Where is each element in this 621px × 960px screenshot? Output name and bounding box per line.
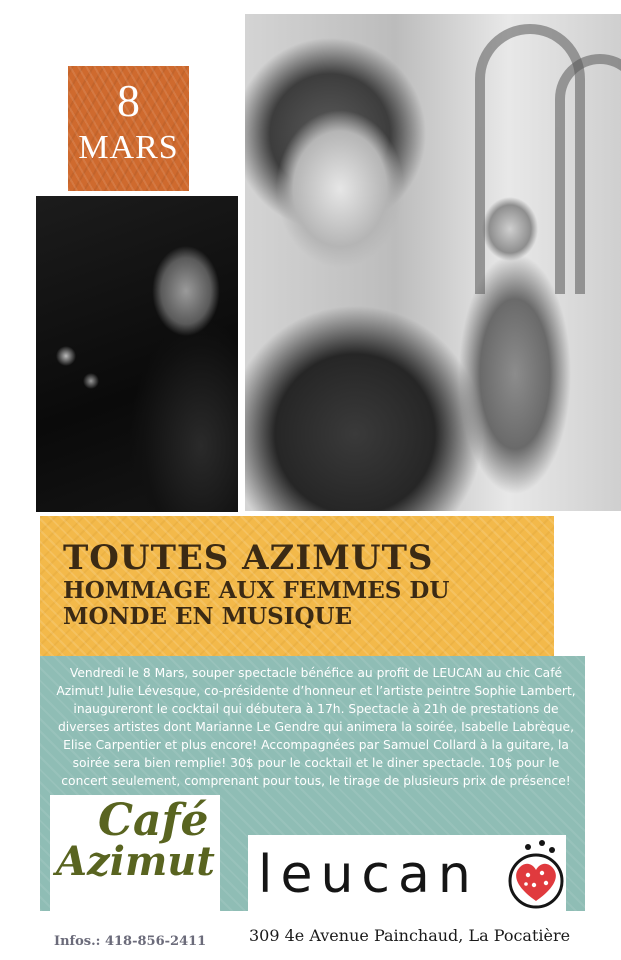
cafe-logo-word-azimut: Azimut bbox=[56, 838, 215, 885]
event-subtitle-line2: MONDE EN MUSIQUE bbox=[63, 603, 353, 630]
leucan-logo-word: leucan bbox=[258, 845, 479, 905]
date-badge bbox=[68, 66, 189, 191]
photo-singer-microphone bbox=[36, 196, 238, 512]
ladybug-heart-icon bbox=[498, 835, 570, 913]
event-description: Vendredi le 8 Mars, souper spectacle bénéfice au profit de LEUCAN au chic Café Azimut! Julie Lévesque, co-présidente d’honneur et l’artiste peintre Sophie Lambert, inaugureront le cocktail qui débutera à 17h. Spectacle à 21h de prestations de diverses artistes dont Marianne Le Gendre qui animera la soirée, Isabelle Labrèque, Elise Carpentier et plus encore! Accompagnées par Samuel Collard à la guitare, la soirée sera bien remplie! 30$ pour le cocktail et le diner spectacle. 10$ pour le concert seulement, comprenant pour tous, le tirage de plusieurs prix de présence! bbox=[56, 666, 576, 788]
info-phone: Infos.: 418-856-2411 bbox=[54, 934, 207, 949]
event-subtitle-line1: HOMMAGE AUX FEMMES DU bbox=[63, 577, 450, 604]
main-photo-singer-guitarist bbox=[245, 14, 621, 511]
date-day: 8 bbox=[117, 75, 140, 126]
event-title: TOUTES AZIMUTS bbox=[63, 538, 434, 578]
event-address: 309 4e Avenue Painchaud, La Pocatière bbox=[249, 926, 571, 945]
date-month: MARS bbox=[78, 129, 179, 166]
cafe-logo-word-cafe: Café bbox=[98, 795, 209, 846]
